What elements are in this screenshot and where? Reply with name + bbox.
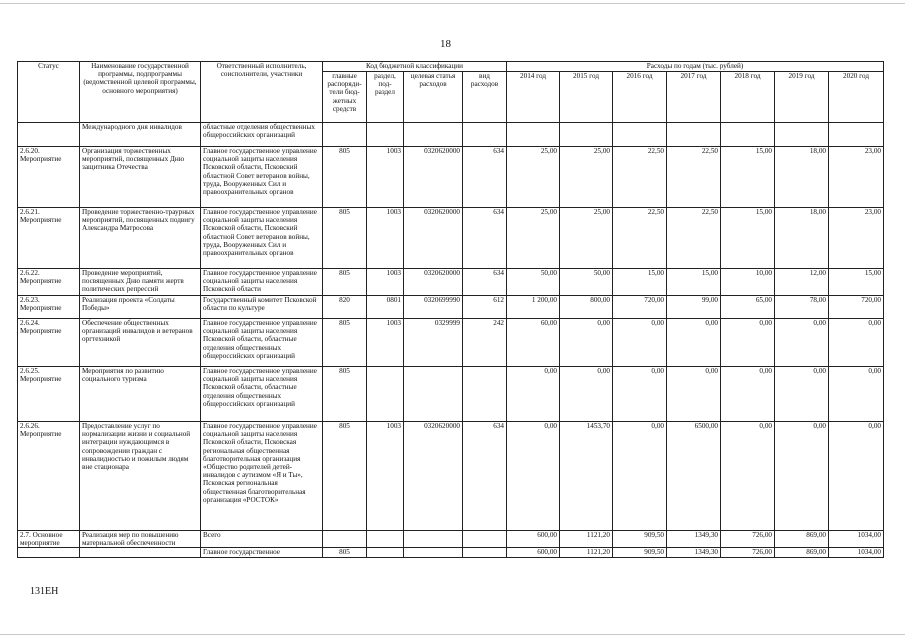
expense-cell — [829, 123, 884, 147]
expense-cell: 78,00 — [775, 296, 829, 319]
table-row — [18, 147, 884, 208]
csr-cell: 0320620000 — [404, 147, 463, 208]
expense-cell — [507, 123, 560, 147]
expense-cell: 0,00 — [775, 367, 829, 422]
grbs-cell: 805 — [323, 422, 367, 531]
expense-cell: 0,00 — [667, 319, 721, 367]
expense-cell: 1121,20 — [560, 531, 613, 548]
expense-cell: 869,00 — [775, 531, 829, 548]
expense-cell — [721, 123, 775, 147]
header-year: 2015 год — [560, 72, 613, 123]
name-cell: Международного дня инвалидов — [80, 123, 201, 147]
expense-cell: 15,00 — [721, 147, 775, 208]
expense-cell: 22,50 — [613, 208, 667, 269]
expense-cell: 15,00 — [721, 208, 775, 269]
header-expenses: Расходы по годам (тыс. рублей) — [507, 62, 884, 72]
grbs-cell: 805 — [323, 208, 367, 269]
table-row — [18, 367, 884, 422]
razdel-cell — [367, 123, 404, 147]
status-cell: 2.6.25. Мероприятие — [18, 367, 80, 422]
expense-cell: 10,00 — [721, 269, 775, 296]
expense-cell — [613, 123, 667, 147]
expense-cell: 50,00 — [560, 269, 613, 296]
status-cell: 2.6.22. Мероприятие — [18, 269, 80, 296]
header-vr: вид расходов — [463, 72, 507, 123]
header-status: Статус — [18, 62, 80, 123]
vr-cell: 634 — [463, 147, 507, 208]
executor-cell: Главное государственное управление социальной защиты населения Псковской области, Псковский областной Совет ветеранов войны, труда, Вооруженных Сил и правоохранительных органов — [201, 147, 323, 208]
grbs-cell: 805 — [323, 147, 367, 208]
header-year: 2018 год — [721, 72, 775, 123]
executor-cell: Главное государственное управление социальной защиты населения Псковской области, Псковская региональная общественная благотворительная организация «Общество родителей детей-инвалидов с аутизмом «Я и Ты», Псковская региональная общественная благотворительная организация «РОСТОК» — [201, 422, 323, 531]
executor-cell: Главное государственное управление социальной защиты населения Псковской области, областные отделения общественных общероссийских организаций — [201, 367, 323, 422]
razdel-cell: 1003 — [367, 319, 404, 367]
expense-cell: 25,00 — [507, 208, 560, 269]
expense-cell: 1 200,00 — [507, 296, 560, 319]
status-cell: 2.6.23. Мероприятие — [18, 296, 80, 319]
csr-cell: 0320620000 — [404, 422, 463, 531]
expense-cell: 25,00 — [560, 208, 613, 269]
expense-cell: 909,50 — [613, 531, 667, 548]
status-cell: 2.6.21. Мероприятие — [18, 208, 80, 269]
expense-cell: 23,00 — [829, 208, 884, 269]
status-cell — [18, 123, 80, 147]
header-budget-code: Код бюджетной классификации — [323, 62, 507, 72]
expense-cell: 6500,00 — [667, 422, 721, 531]
name-cell: Проведение мероприятий, посвященных Дню памяти жертв политических репрессий — [80, 269, 201, 296]
grbs-cell: 820 — [323, 296, 367, 319]
table-row — [18, 531, 884, 548]
csr-cell — [404, 123, 463, 147]
expense-cell: 0,00 — [560, 319, 613, 367]
expense-cell: 1034,00 — [829, 548, 884, 558]
expense-cell — [775, 123, 829, 147]
status-cell: 2.6.26. Мероприятие — [18, 422, 80, 531]
razdel-cell: 1003 — [367, 269, 404, 296]
expense-cell: 600,00 — [507, 548, 560, 558]
expense-cell: 0,00 — [667, 367, 721, 422]
header-year: 2019 год — [775, 72, 829, 123]
status-cell: 2.7. Основное мероприятие — [18, 531, 80, 548]
expense-cell: 1349,30 — [667, 531, 721, 548]
csr-cell: 0320620000 — [404, 269, 463, 296]
name-cell — [80, 548, 201, 558]
header-csr: целевая статья расходов — [404, 72, 463, 123]
expense-cell: 726,00 — [721, 531, 775, 548]
expense-cell: 0,00 — [775, 422, 829, 531]
table-row — [18, 319, 884, 367]
expense-cell: 15,00 — [667, 269, 721, 296]
executor-cell: Всего — [201, 531, 323, 548]
expense-cell: 0,00 — [829, 367, 884, 422]
header-executor: Ответственный исполнитель, соисполнители, участники — [201, 62, 323, 123]
expense-cell: 18,00 — [775, 147, 829, 208]
expense-cell: 65,00 — [721, 296, 775, 319]
name-cell: Проведение торжественно-траурных мероприятий, посвященных подвигу Александра Матросова — [80, 208, 201, 269]
budget-table — [17, 61, 884, 558]
csr-cell — [404, 367, 463, 422]
expense-cell: 25,00 — [507, 147, 560, 208]
name-cell: Предоставление услуг по нормализации жизни и социальной интеграции нуждающимся в сопровождении граждан с инвалидностью и пожилым людям вне стационара — [80, 422, 201, 531]
expense-cell: 0,00 — [721, 422, 775, 531]
expense-cell: 0,00 — [560, 367, 613, 422]
expense-cell: 0,00 — [721, 367, 775, 422]
expense-cell: 22,50 — [667, 147, 721, 208]
vr-cell: 634 — [463, 269, 507, 296]
table-row — [18, 208, 884, 269]
header-year: 2020 год — [829, 72, 884, 123]
grbs-cell: 805 — [323, 269, 367, 296]
table-row — [18, 422, 884, 531]
razdel-cell: 0801 — [367, 296, 404, 319]
expense-cell: 0,00 — [507, 367, 560, 422]
grbs-cell — [323, 123, 367, 147]
expense-cell: 99,00 — [667, 296, 721, 319]
table-row — [18, 123, 884, 147]
grbs-cell: 805 — [323, 367, 367, 422]
vr-cell: 612 — [463, 296, 507, 319]
razdel-cell — [367, 367, 404, 422]
csr-cell: 0320620000 — [404, 208, 463, 269]
expense-cell: 720,00 — [829, 296, 884, 319]
csr-cell: 0329999 — [404, 319, 463, 367]
header-year: 2016 год — [613, 72, 667, 123]
table-row — [18, 269, 884, 296]
grbs-cell: 805 — [323, 319, 367, 367]
grbs-cell: 805 — [323, 548, 367, 558]
vr-cell: 242 — [463, 319, 507, 367]
expense-cell: 909,50 — [613, 548, 667, 558]
footer-code: 131EH — [30, 586, 59, 597]
executor-cell: Главное государственное управление социальной защиты населения Псковской области, Псковский областной Совет ветеранов войны, труда, Вооруженных Сил и правоохранительных органов — [201, 208, 323, 269]
executor-cell: Главное государственное — [201, 548, 323, 558]
expense-cell: 800,00 — [560, 296, 613, 319]
vr-cell — [463, 531, 507, 548]
vr-cell — [463, 367, 507, 422]
expense-cell: 25,00 — [560, 147, 613, 208]
expense-cell: 1453,70 — [560, 422, 613, 531]
expense-cell: 12,00 — [775, 269, 829, 296]
grbs-cell — [323, 531, 367, 548]
expense-cell: 60,00 — [507, 319, 560, 367]
table-row — [18, 548, 884, 558]
executor-cell: областные отделения общественных общероссийских организаций — [201, 123, 323, 147]
header-row-1 — [18, 62, 884, 72]
expense-cell: 1121,20 — [560, 548, 613, 558]
csr-cell — [404, 531, 463, 548]
csr-cell: 0320699990 — [404, 296, 463, 319]
expense-cell: 23,00 — [829, 147, 884, 208]
expense-cell — [667, 123, 721, 147]
name-cell: Реализация мер по повышению материальной обеспеченности — [80, 531, 201, 548]
csr-cell — [404, 548, 463, 558]
header-razdel: раздел, под-раздел — [367, 72, 404, 123]
expense-cell: 15,00 — [613, 269, 667, 296]
status-cell: 2.6.20. Мероприятие — [18, 147, 80, 208]
executor-cell: Главное государственное управление социальной защиты населения Псковской области — [201, 269, 323, 296]
expense-cell: 0,00 — [613, 367, 667, 422]
name-cell: Мероприятия по развитию социального туризма — [80, 367, 201, 422]
vr-cell — [463, 548, 507, 558]
expense-cell: 600,00 — [507, 531, 560, 548]
expense-cell: 22,50 — [667, 208, 721, 269]
scan-edge-top — [0, 3, 905, 4]
razdel-cell: 1003 — [367, 147, 404, 208]
executor-cell: Государственный комитет Псковской области по культуре — [201, 296, 323, 319]
status-cell: 2.6.24. Мероприятие — [18, 319, 80, 367]
header-year: 2014 год — [507, 72, 560, 123]
razdel-cell — [367, 531, 404, 548]
expense-cell: 0,00 — [721, 319, 775, 367]
razdel-cell — [367, 548, 404, 558]
expense-cell: 0,00 — [829, 422, 884, 531]
executor-cell: Главное государственное управление социальной защиты населения Псковской области, областные отделения общественных общероссийских организаций — [201, 319, 323, 367]
table-row — [18, 296, 884, 319]
header-year: 2017 год — [667, 72, 721, 123]
expense-cell: 15,00 — [829, 269, 884, 296]
header-grbs: главные распоряди-тели бюд-жетных средств — [323, 72, 367, 123]
expense-cell: 0,00 — [829, 319, 884, 367]
razdel-cell: 1003 — [367, 422, 404, 531]
expense-cell: 50,00 — [507, 269, 560, 296]
expense-cell — [560, 123, 613, 147]
expense-cell: 0,00 — [613, 319, 667, 367]
status-cell — [18, 548, 80, 558]
expense-cell: 869,00 — [775, 548, 829, 558]
razdel-cell: 1003 — [367, 208, 404, 269]
expense-cell: 22,50 — [613, 147, 667, 208]
header-name: Наименование государственной программы, подпрограммы (ведомственной целевой программы, основного мероприятия) — [80, 62, 201, 123]
expense-cell: 1349,30 — [667, 548, 721, 558]
vr-cell: 634 — [463, 422, 507, 531]
vr-cell — [463, 123, 507, 147]
name-cell: Организация торжественных мероприятий, посвященных Дню защитника Отечества — [80, 147, 201, 208]
expense-cell: 1034,00 — [829, 531, 884, 548]
name-cell: Реализация проекта «Солдаты Победы» — [80, 296, 201, 319]
name-cell: Обеспечение общественных организаций инвалидов и ветеранов оргтехникой — [80, 319, 201, 367]
expense-cell: 0,00 — [507, 422, 560, 531]
expense-cell: 0,00 — [775, 319, 829, 367]
scan-edge-bottom — [0, 634, 905, 635]
expense-cell: 726,00 — [721, 548, 775, 558]
expense-cell: 18,00 — [775, 208, 829, 269]
vr-cell: 634 — [463, 208, 507, 269]
page-number: 18 — [440, 38, 451, 50]
expense-cell: 720,00 — [613, 296, 667, 319]
expense-cell: 0,00 — [613, 422, 667, 531]
